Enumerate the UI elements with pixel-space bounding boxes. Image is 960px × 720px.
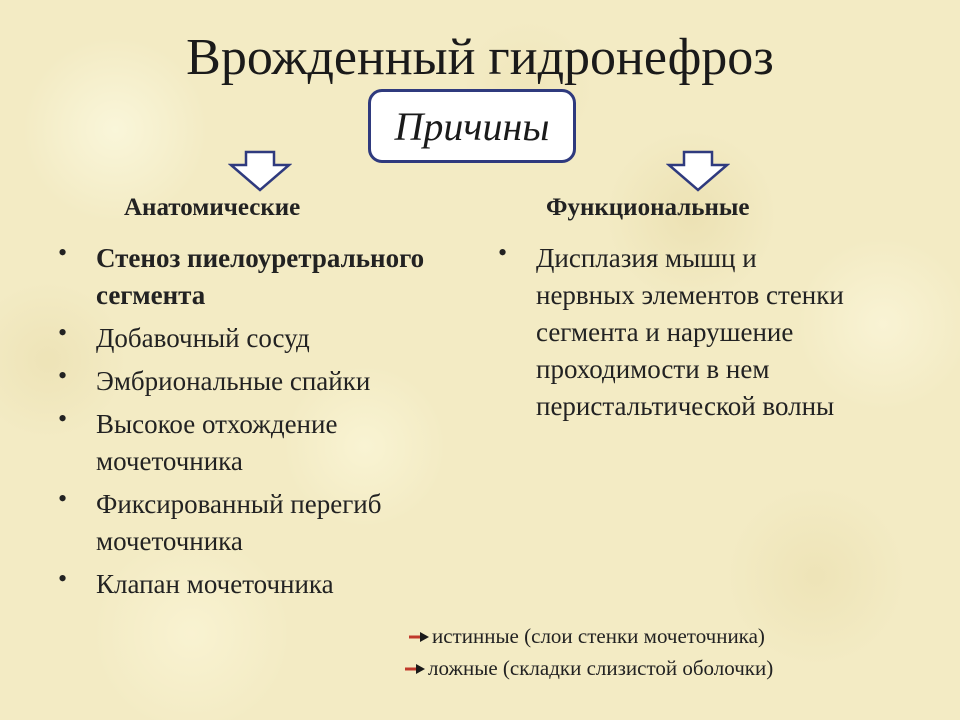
list-item (58, 406, 478, 480)
list-item (498, 240, 858, 425)
anatomical-heading: Анатомические (124, 194, 301, 221)
list-item-text: Дисплазия мышц и нервных элементов стенки сегмента и нарушение проходимости в нем перистальтической волны (536, 243, 844, 421)
down-arrow-icon (228, 150, 292, 192)
list-item (58, 566, 478, 603)
functional-heading: Функциональные (546, 194, 750, 221)
list-item-text: Высокое отхождение мочеточника (96, 409, 338, 476)
list-item (58, 320, 478, 357)
bullet-icon: • (498, 238, 508, 267)
bullet-icon: • (58, 484, 68, 513)
valve-type-true (408, 624, 765, 649)
valve-type-text: истинные (слои стенки мочеточника) (432, 624, 765, 648)
bullet-icon: • (58, 238, 68, 267)
causes-box (368, 89, 576, 163)
functional-causes-list (498, 240, 858, 431)
bullet-icon: • (58, 564, 68, 593)
valve-type-false (404, 656, 773, 681)
list-item-text: Эмбриональные спайки (96, 366, 371, 396)
list-item-text: Фиксированный перегиб мочеточника (96, 489, 382, 556)
right-arrow-icon (408, 630, 430, 644)
list-item (58, 240, 478, 314)
bullet-icon: • (58, 361, 68, 390)
bullet-icon: • (58, 404, 68, 433)
list-item-text: Стеноз пиелоуретрального сегмента (96, 243, 425, 310)
slide-title: Врожденный гидронефроз (186, 29, 774, 86)
down-arrow-icon (666, 150, 730, 192)
list-item (58, 363, 478, 400)
list-item (58, 486, 478, 560)
list-item-text: Добавочный сосуд (96, 323, 310, 353)
right-arrow-icon (404, 662, 426, 676)
anatomical-causes-list (58, 240, 478, 609)
bullet-icon: • (58, 318, 68, 347)
list-item-text: Клапан мочеточника (96, 569, 334, 599)
valve-type-text: ложные (складки слизистой оболочки) (428, 656, 774, 680)
causes-label: Причины (394, 103, 550, 149)
